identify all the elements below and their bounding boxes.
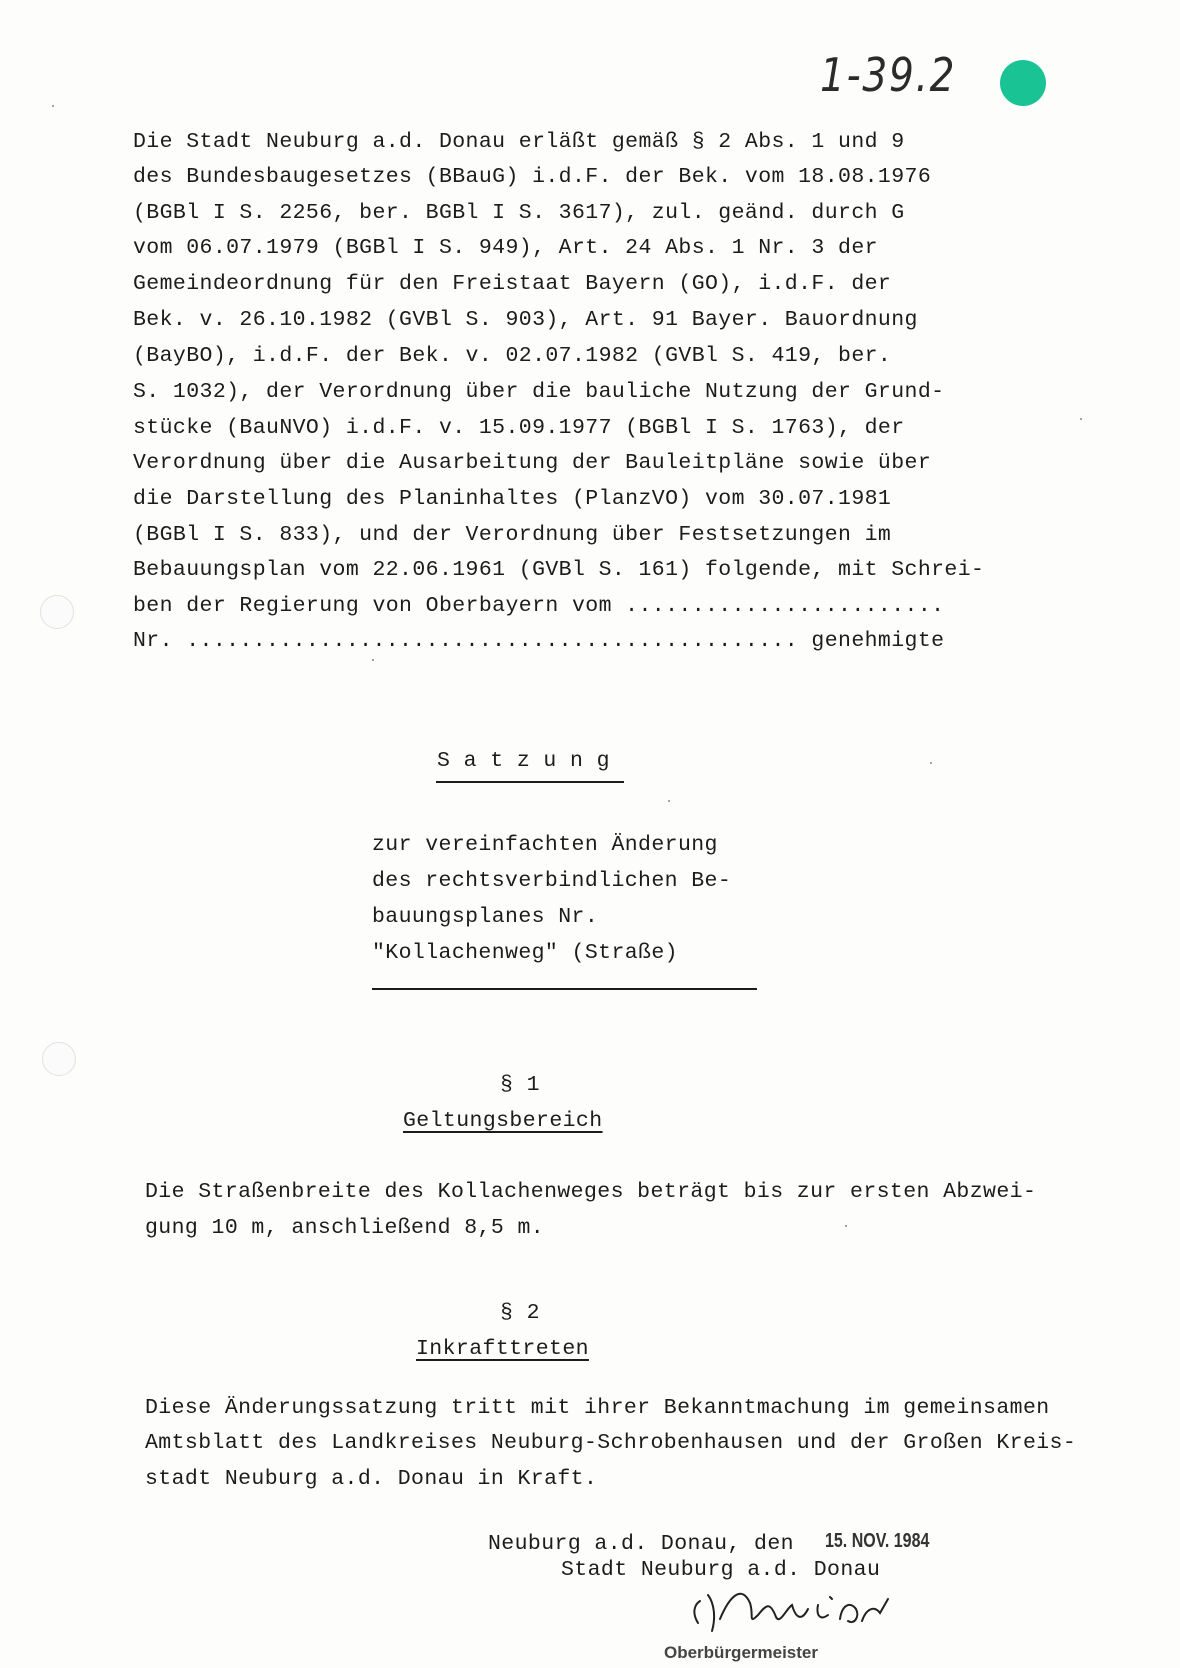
preamble-line: Bebauungsplan vom 22.06.1961 (GVBl S. 161) folgende, mit Schrei-: [133, 558, 985, 582]
punch-hole-bottom: [42, 1042, 76, 1076]
scan-speck: [1080, 418, 1082, 420]
section-2-text-line: Diese Änderungssatzung tritt mit ihrer Bekanntmachung im gemeinsamen: [145, 1396, 1050, 1420]
preamble-line: stücke (BauNVO) i.d.F. v. 15.09.1977 (BGBl I S. 1763), der: [133, 416, 905, 440]
subtitle-rule: [372, 988, 757, 990]
date-stamp: 15. NOV. 1984: [825, 1530, 930, 1552]
preamble-line: (BGBl I S. 2256, ber. BGBl I S. 3617), zul. geänd. durch G: [133, 201, 905, 225]
title-underline: [436, 781, 624, 783]
scan-speck: [845, 1225, 847, 1227]
signature: [690, 1575, 900, 1640]
scan-speck: [52, 105, 54, 107]
place-date: Neuburg a.d. Donau, den: [488, 1532, 794, 1556]
preamble-line: vom 06.07.1979 (BGBl I S. 949), Art. 24 Abs. 1 Nr. 3 der: [133, 236, 878, 260]
preamble-line: (BayBO), i.d.F. der Bek. v. 02.07.1982 (GVBl S. 419, ber.: [133, 344, 892, 368]
preamble-line: S. 1032), der Verordnung über die bauliche Nutzung der Grund-: [133, 380, 945, 404]
subtitle-line: des rechtsverbindlichen Be-: [372, 869, 732, 893]
document-title: S a t z u n g: [437, 749, 610, 773]
preamble-line: (BGBl I S. 833), und der Verordnung über Festsetzungen im: [133, 523, 892, 547]
preamble-line: Verordnung über die Ausarbeitung der Bauleitpläne sowie über: [133, 451, 932, 475]
preamble-line: ben der Regierung von Oberbayern vom ........................: [133, 594, 945, 618]
section-1-number: § 1: [500, 1073, 540, 1097]
scan-speck: [930, 762, 932, 764]
section-1-heading: Geltungsbereich: [403, 1109, 603, 1133]
subtitle-line: "Kollachenweg" (Straße): [372, 941, 678, 965]
preamble-line: Die Stadt Neuburg a.d. Donau erläßt gemäß § 2 Abs. 1 und 9: [133, 130, 905, 154]
punch-hole-top: [40, 595, 74, 629]
section-2-text-line: stadt Neuburg a.d. Donau in Kraft.: [145, 1467, 598, 1491]
subtitle-line: zur vereinfachten Änderung: [372, 833, 718, 857]
scan-speck: [668, 800, 670, 802]
preamble-line: Gemeindeordnung für den Freistaat Bayern (GO), i.d.F. der: [133, 272, 892, 296]
subtitle-line: bauungsplanes Nr.: [372, 905, 599, 929]
section-1-text-line: Die Straßenbreite des Kollachenweges beträgt bis zur ersten Abzwei-: [145, 1180, 1037, 1204]
preamble-line: des Bundesbaugesetzes (BBauG) i.d.F. der Bek. vom 18.08.1976: [133, 165, 932, 189]
archive-note: 1-39.2: [820, 48, 957, 102]
official-title: Oberbürgermeister: [664, 1643, 818, 1662]
preamble-line: Nr. .............................................. genehmigte: [133, 629, 945, 653]
scan-speck: [372, 659, 374, 661]
section-2-text-line: Amtsblatt des Landkreises Neuburg-Schrobenhausen und der Großen Kreis-: [145, 1431, 1077, 1455]
green-marker-dot: [1000, 60, 1046, 106]
issuing-authority: Stadt Neuburg a.d. Donau: [561, 1558, 881, 1582]
section-2-number: § 2: [500, 1301, 540, 1325]
preamble-line: die Darstellung des Planinhaltes (PlanzVO) vom 30.07.1981: [133, 487, 892, 511]
section-2-heading: Inkrafttreten: [416, 1337, 589, 1361]
section-1-text-line: gung 10 m, anschließend 8,5 m.: [145, 1216, 545, 1240]
preamble-line: Bek. v. 26.10.1982 (GVBl S. 903), Art. 91 Bayer. Bauordnung: [133, 308, 918, 332]
